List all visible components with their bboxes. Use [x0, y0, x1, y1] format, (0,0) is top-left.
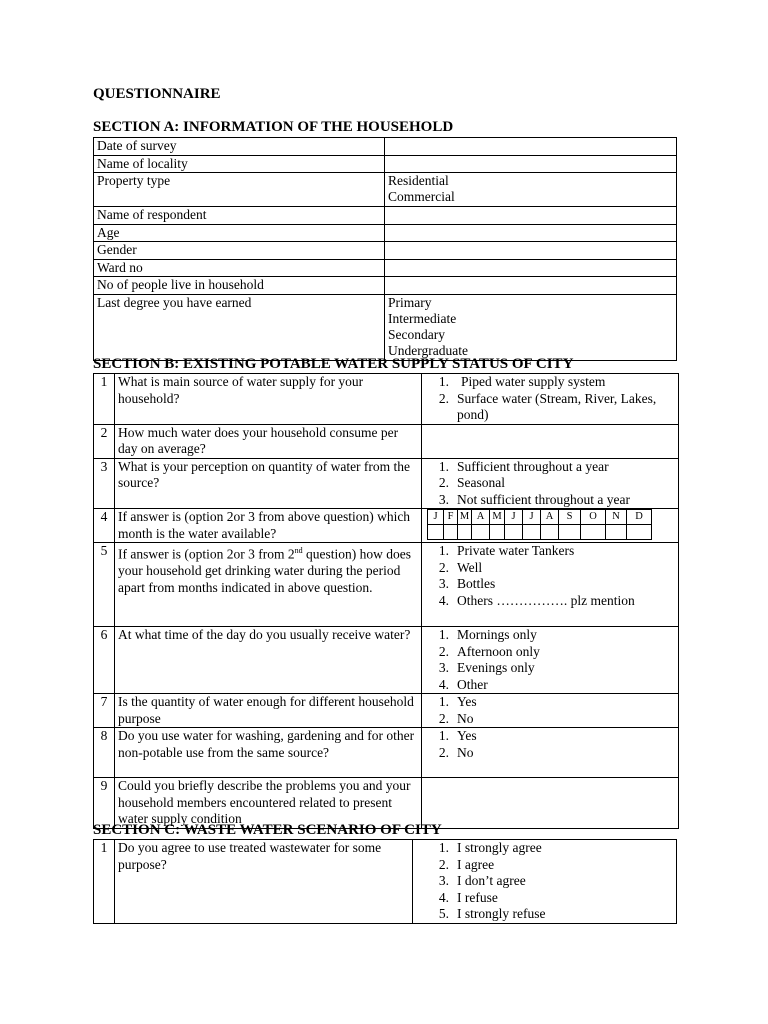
month-header: J — [505, 510, 523, 525]
question-text: What is your perception on quantity of water from the source? — [115, 458, 422, 509]
month-header: J — [428, 510, 444, 525]
people-field[interactable] — [385, 277, 677, 295]
question-text: How much water does your household consume per day on average? — [115, 424, 422, 458]
section-b-heading: SECTION B: EXISTING POTABLE WATER SUPPLY STATUS OF CITY — [93, 356, 574, 372]
answer-option[interactable]: 1. I strongly agree — [438, 840, 542, 855]
question-number: 2 — [94, 424, 115, 458]
answer-option[interactable]: 2. I agree — [438, 856, 495, 872]
month-grid — [427, 509, 652, 540]
answer-option[interactable]: 1. Private water Tankers — [438, 543, 575, 558]
month-checkbox[interactable] — [428, 525, 444, 540]
question-text: If answer is (option 2or 3 from above question) which month is the water available? — [115, 509, 422, 543]
section-a-heading: SECTION A: INFORMATION OF THE HOUSEHOLD — [93, 119, 454, 135]
question-text: If answer is (option 2or 3 from 2nd question) how does your household get drinking water during the period apart from months indicated in above question. — [115, 543, 422, 627]
degree-options[interactable] — [385, 294, 677, 360]
question-number: 8 — [94, 728, 115, 778]
answer-option[interactable]: 1. Mornings only — [438, 627, 537, 642]
answer-option[interactable]: 2. Well — [438, 559, 483, 575]
question-text: At what time of the day do you usually receive water? — [115, 627, 422, 694]
question-text: What is main source of water supply for your household? — [115, 374, 422, 425]
label-respondent: Name of respondent — [94, 207, 385, 225]
month-header: A — [541, 510, 559, 525]
label-age: Age — [94, 224, 385, 242]
age-field[interactable] — [385, 224, 677, 242]
month-header: J — [523, 510, 541, 525]
label-gender: Gender — [94, 242, 385, 260]
answer-option[interactable]: 5. I strongly refuse — [438, 906, 546, 921]
question-number: 1 — [94, 374, 115, 425]
label-people: No of people live in household — [94, 277, 385, 295]
answer-option[interactable]: 3. Not sufficient throughout a year — [438, 491, 630, 507]
month-checkbox[interactable] — [559, 525, 581, 540]
answer-option[interactable]: 2. No — [438, 744, 474, 760]
month-checkbox[interactable] — [444, 525, 458, 540]
date-of-survey-field[interactable] — [385, 138, 677, 156]
month-header: A — [472, 510, 490, 525]
month-checkbox[interactable] — [627, 525, 652, 540]
answer-field[interactable] — [422, 778, 679, 829]
question-text: Do you agree to use treated wastewater for some purpose? — [115, 840, 413, 924]
question-number: 3 — [94, 458, 115, 509]
degree-option[interactable]: Secondary — [388, 326, 445, 342]
answer-options[interactable] — [413, 840, 677, 924]
question-number: 9 — [94, 778, 115, 829]
question-number: 6 — [94, 627, 115, 694]
answer-option[interactable]: 3. Evenings only — [438, 660, 535, 675]
month-header: O — [581, 510, 606, 525]
property-type-options[interactable] — [385, 173, 677, 207]
answer-option[interactable]: 1. Yes — [438, 728, 477, 743]
answer-field[interactable] — [422, 424, 679, 458]
label-locality: Name of locality — [94, 155, 385, 173]
answer-option[interactable]: 1. Piped water supply system — [438, 374, 606, 389]
answer-option[interactable]: 4. Other — [438, 676, 488, 692]
water-supply-table — [93, 373, 679, 829]
section-c-heading: SECTION C: WASTE WATER SCENARIO OF CITY — [93, 822, 442, 838]
month-header: F — [444, 510, 458, 525]
month-checkbox[interactable] — [490, 525, 505, 540]
respondent-field[interactable] — [385, 207, 677, 225]
property-option[interactable]: Commercial — [388, 189, 455, 204]
month-header: D — [627, 510, 652, 525]
household-info-table — [93, 137, 677, 361]
property-option[interactable]: Residential — [388, 173, 449, 188]
label-ward: Ward no — [94, 259, 385, 277]
answer-option[interactable]: 2. Seasonal — [438, 475, 505, 490]
degree-option[interactable]: Undergraduate — [388, 342, 468, 358]
month-header: S — [559, 510, 581, 525]
question-text: Could you briefly describe the problems you and your household members encountered related to present water supply condition — [115, 778, 422, 829]
month-checkbox[interactable] — [606, 525, 627, 540]
question-number: 5 — [94, 543, 115, 627]
month-checkbox[interactable] — [458, 525, 472, 540]
ward-field[interactable] — [385, 259, 677, 277]
month-checkbox[interactable] — [581, 525, 606, 540]
gender-field[interactable] — [385, 242, 677, 260]
month-checkbox[interactable] — [505, 525, 523, 540]
answer-option[interactable]: 1. Yes — [438, 694, 477, 709]
answer-options[interactable] — [422, 374, 679, 425]
answer-option[interactable]: 3. I don’t agree — [438, 873, 526, 888]
page-title: QUESTIONNAIRE — [93, 86, 221, 102]
question-number: 7 — [94, 694, 115, 728]
question-number: 4 — [94, 509, 115, 543]
answer-options[interactable] — [422, 627, 679, 694]
month-checkbox[interactable] — [523, 525, 541, 540]
answer-option[interactable]: 2. No — [438, 710, 474, 726]
answer-option[interactable]: 3. Bottles — [438, 576, 496, 591]
locality-field[interactable] — [385, 155, 677, 173]
question-text: Is the quantity of water enough for different household purpose — [115, 694, 422, 728]
month-header: N — [606, 510, 627, 525]
label-property-type: Property type — [94, 173, 385, 207]
answer-options[interactable] — [422, 728, 679, 778]
question-text: Do you use water for washing, gardening and for other non-potable use from the same source? — [115, 728, 422, 778]
answer-option[interactable]: 4. I refuse — [438, 889, 498, 905]
answer-option[interactable]: 4. Others ……………. plz mention — [438, 592, 635, 608]
degree-option[interactable]: Intermediate — [388, 310, 457, 326]
answer-option[interactable]: 1. Sufficient throughout a year — [438, 458, 609, 474]
waste-water-table — [93, 839, 677, 924]
answer-options[interactable] — [422, 694, 679, 728]
month-checkbox[interactable] — [541, 525, 559, 540]
month-header: M — [490, 510, 505, 525]
label-date-of-survey: Date of survey — [94, 138, 385, 156]
label-degree: Last degree you have earned — [94, 294, 385, 360]
month-header: M — [458, 510, 472, 525]
answer-options[interactable] — [422, 458, 679, 509]
degree-option[interactable]: Primary — [388, 294, 432, 310]
question-number: 1 — [94, 840, 115, 924]
month-checkbox[interactable] — [472, 525, 490, 540]
answer-option[interactable]: 2. Surface water (Stream, River, Lakes, pond) — [438, 390, 657, 422]
answer-option[interactable]: 2. Afternoon only — [438, 643, 540, 659]
answer-options[interactable] — [422, 543, 679, 627]
month-grid-cell — [422, 509, 679, 543]
